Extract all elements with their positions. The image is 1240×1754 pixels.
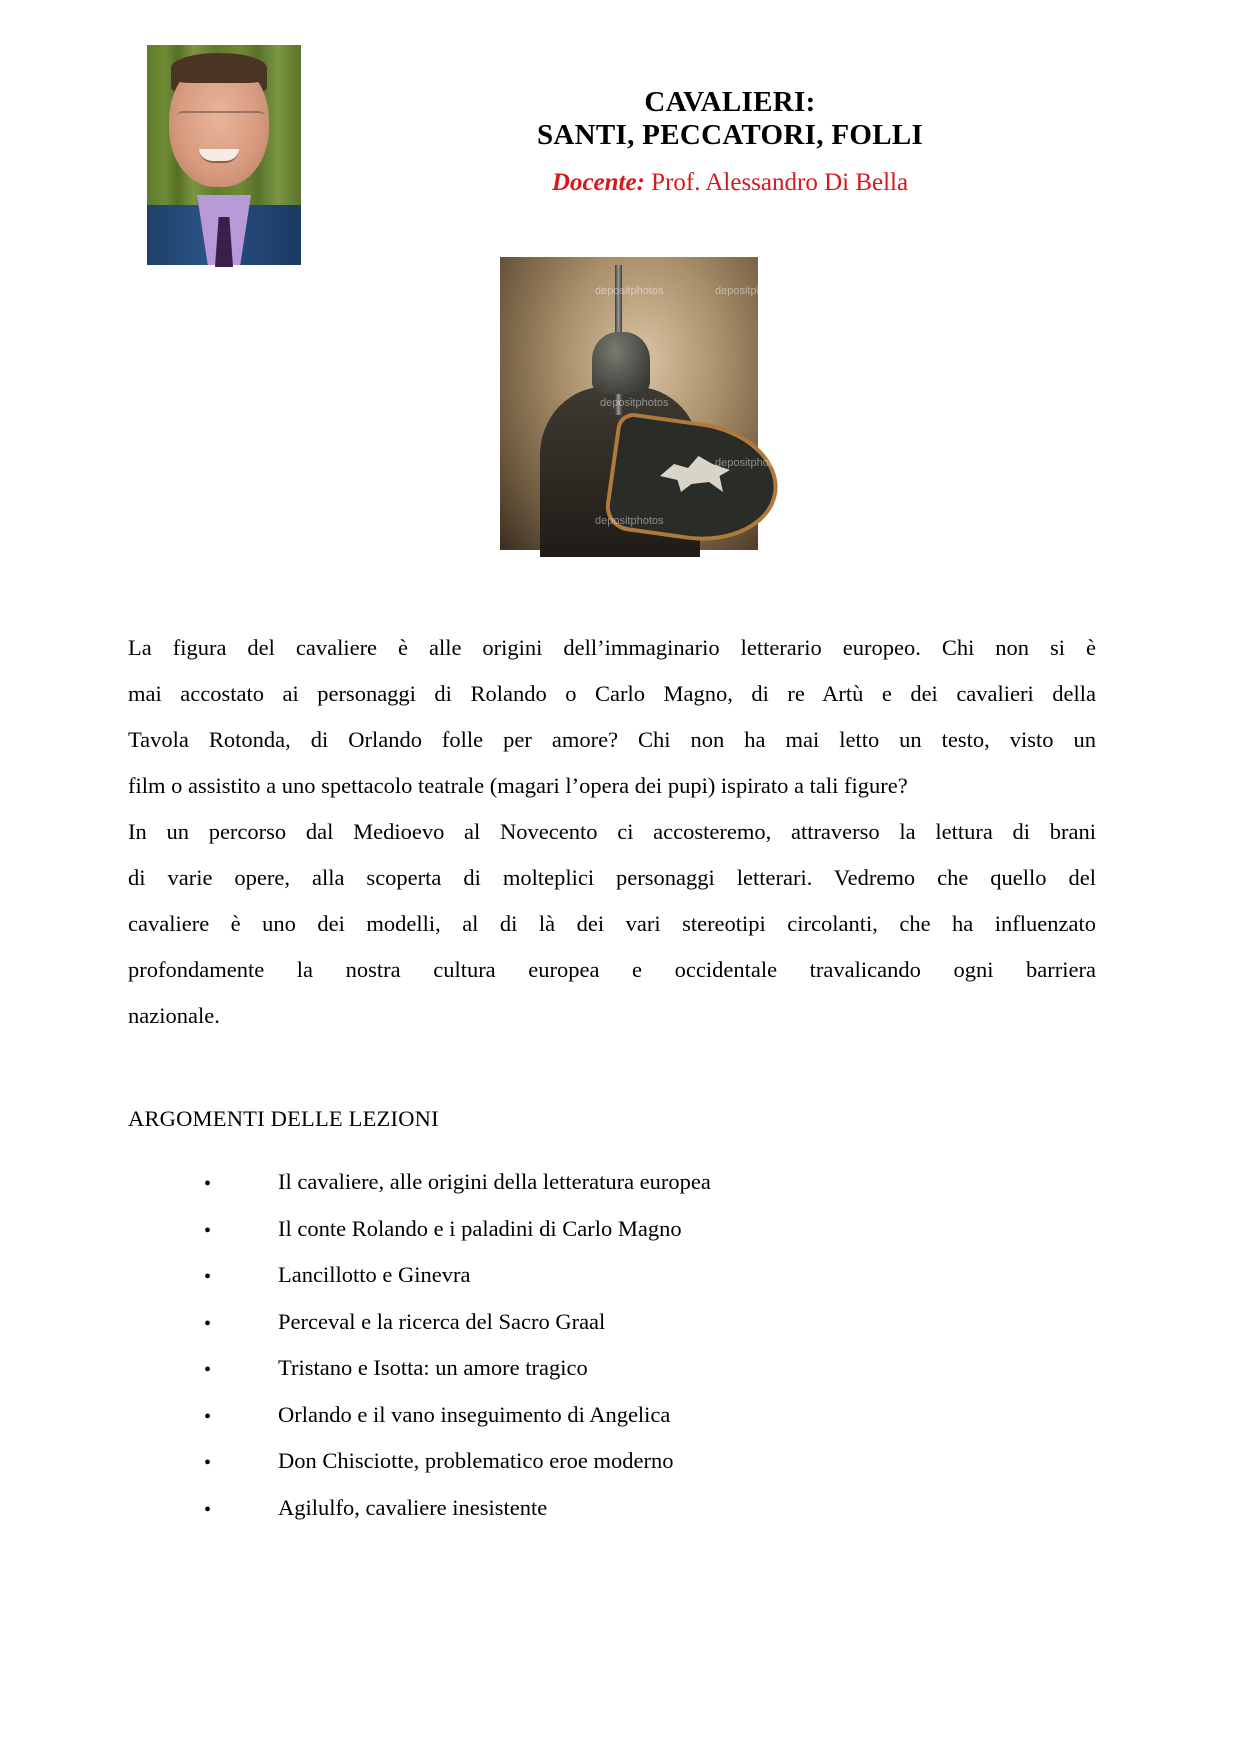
bullet-icon: • — [204, 1266, 212, 1288]
paragraph-line: In un percorso dal Medioevo al Novecento ci accosteremo, attraverso la lettura di brani — [128, 819, 1096, 844]
list-item — [0, 1491, 1240, 1538]
list-item — [0, 1351, 1240, 1398]
section-heading: ARGOMENTI DELLE LEZIONI — [128, 1106, 439, 1131]
watermark: depositphotos — [600, 397, 669, 409]
teacher-label: Docente: — [551, 169, 645, 196]
paragraph-line: La figura del cavaliere è alle origini dell’immaginario letterario europeo. Chi non si è — [128, 635, 1096, 660]
list-item — [0, 1305, 1240, 1352]
bullet-icon: • — [204, 1219, 212, 1242]
teacher-name: Prof. Alessandro Di Bella — [644, 169, 909, 196]
topics-list — [0, 1165, 1240, 1537]
bullet-icon: • — [204, 1452, 212, 1474]
bullet-icon: • — [204, 1405, 212, 1428]
paragraph-line: cavaliere è uno dei modelli, al di là dei vari stereotipi circolanti, che ha influenzato — [128, 911, 1096, 936]
paragraph-line: Tavola Rotonda, di Orlando folle per amore? Chi non ha mai letto un testo, visto un — [128, 727, 1096, 752]
watermark: depositphotos — [595, 285, 664, 297]
list-item — [0, 1165, 1240, 1212]
bullet-icon: • — [204, 1359, 212, 1381]
list-item — [0, 1258, 1240, 1305]
list-item-text: Lancillotto e Ginevra — [278, 1262, 471, 1287]
list-item-text: Agilulfo, cavaliere inesistente — [278, 1494, 548, 1520]
paragraph-line: mai accostato ai personaggi di Rolando o Carlo Magno, di re Artù e dei cavalieri della — [128, 681, 1096, 706]
list-item-text: Il cavaliere, alle origini della letteratura europea — [278, 1169, 711, 1194]
portrait-glasses — [177, 111, 265, 129]
portrait-hairline — [171, 53, 267, 83]
list-item-text: Tristano e Isotta: un amore tragico — [278, 1355, 588, 1380]
knight-photo — [500, 257, 784, 550]
bullet-icon: • — [204, 1498, 212, 1521]
watermark: depositphotos — [715, 457, 784, 469]
watermark: depositphotos — [595, 515, 664, 527]
document-title-line2: SANTI, PECCATORI, FOLLI — [536, 119, 924, 151]
paragraph-line: di varie opere, alla scoperta di molteplici personaggi letterari. Vedremo che quello del — [128, 865, 1096, 890]
bullet-icon: • — [204, 1312, 212, 1335]
helmet-icon — [592, 332, 650, 394]
paragraph-line: nazionale. — [128, 1003, 220, 1028]
list-item — [0, 1444, 1240, 1491]
list-item-text: Don Chisciotte, problematico eroe moderno — [278, 1448, 674, 1473]
list-item-text: Perceval e la ricerca del Sacro Graal — [278, 1308, 606, 1334]
paragraph-line: film o assistito a uno spettacolo teatrale (magari l’opera dei pupi) ispirato a tali figure? — [128, 773, 908, 798]
teacher-credit — [460, 168, 1000, 198]
document-title-line1: CAVALIERI: — [644, 86, 816, 118]
list-item-text: Il conte Rolando e i paladini di Carlo Magno — [278, 1215, 682, 1241]
bullet-icon: • — [204, 1173, 212, 1195]
paragraph-line: profondamente la nostra cultura europea e occidentale travalicando ogni barriera — [128, 957, 1096, 982]
list-item — [0, 1398, 1240, 1445]
teacher-portrait-photo — [147, 45, 301, 254]
watermark: depositphotos — [715, 285, 784, 297]
intro-paragraph — [128, 625, 1096, 1039]
list-item-text: Orlando e il vano inseguimento di Angelica — [278, 1401, 671, 1427]
list-item — [0, 1212, 1240, 1259]
